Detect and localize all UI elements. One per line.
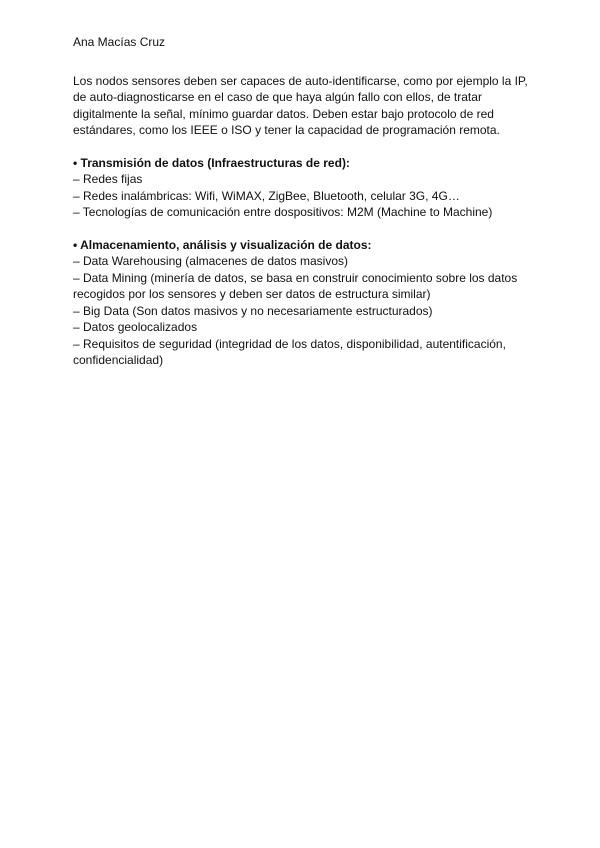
list-item: – Redes fijas <box>73 172 143 186</box>
section-storage-analysis <box>73 237 533 369</box>
section-list <box>73 171 533 221</box>
section-title: • Almacenamiento, análisis y visualización de datos: <box>73 237 372 252</box>
list-item: – Datos geolocalizados <box>73 320 198 334</box>
document-page <box>73 34 533 385</box>
section-list <box>73 253 533 369</box>
section-data-transmission <box>73 155 533 221</box>
list-item: – Data Mining (minería de datos, se basa en construir conocimiento sobre los datos recogidos por los sensores y deben ser datos de estructura similar) <box>73 270 518 301</box>
list-item: – Requisitos de seguridad (integridad de los datos, disponibilidad, autentificación, confidencialidad) <box>73 336 506 367</box>
list-item: – Redes inalámbricas: Wifi, WiMAX, ZigBee, Bluetooth, celular 3G, 4G… <box>73 188 460 203</box>
list-item: – Big Data (Son datos masivos y no necesariamente estructurados) <box>73 303 433 318</box>
intro-paragraph: Los nodos sensores deben ser capaces de auto-identificarse, como por ejemplo la IP, de auto-diagnosticarse en el caso de que haya algún fallo con ellos, de tratar digitalmente la señal, mínimo guardar datos. Deben estar bajo protocolo de red estándares, como los IEEE o ISO y tener la capacidad de programación remota. <box>73 73 528 137</box>
author-name: Ana Macías Cruz <box>73 35 166 49</box>
section-title: • Transmisión de datos (Infraestructuras de red): <box>73 155 350 170</box>
list-item: – Data Warehousing (almacenes de datos masivos) <box>73 254 349 268</box>
list-item: – Tecnologías de comunicación entre dospositivos: M2M (Machine to Machine) <box>73 205 493 219</box>
